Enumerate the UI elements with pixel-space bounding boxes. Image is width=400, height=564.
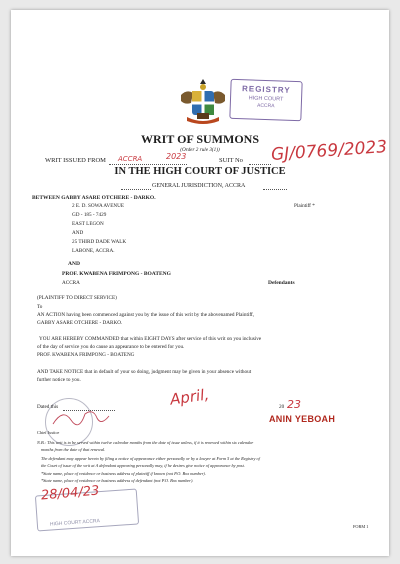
chief-justice-label: Chief Justice <box>37 430 60 435</box>
jurisdiction: GENERAL JURISDICTION, ACCRA <box>152 183 246 189</box>
order-reference: (Order 2 rule 3(1)) <box>180 147 220 153</box>
registrar-name-stamp: ANIN YEBOAH <box>269 414 336 424</box>
signature-icon <box>51 406 111 430</box>
between-label: BETWEEN <box>32 195 60 201</box>
plaintiff-label: Plaintiff * <box>294 203 315 209</box>
plaintiff-address-6: LABONE, ACCRA. <box>72 248 115 254</box>
note-line-4: the Court of issue of the writ at A defendant appearing personally may, if he desires give notice of appearance by post. <box>41 463 245 468</box>
plaintiff-name: GABBY ASARE OTCHERE - DARKO. <box>61 195 156 201</box>
action-line-1: AN ACTION having been commenced against you by the issue of this writ by the abovenamed Plaintiff, <box>37 312 255 318</box>
suit-number: GJ/0769/2023 <box>270 136 388 166</box>
bottom-handwritten-date: 28/04/23 <box>40 483 100 504</box>
defendant-name: PROF. KWABENA FRIMPONG - BOATENG <box>62 271 171 277</box>
form-label: FORM 1 <box>353 524 369 529</box>
writ-year: 2023 <box>166 152 187 161</box>
defendant-address: ACCRA <box>62 280 80 286</box>
coat-of-arms-icon <box>177 77 229 127</box>
to-label: To <box>37 304 43 310</box>
plaintiff-address-5: 25 THIRD DADE WALK <box>72 239 127 245</box>
note-line-5: *State name, place of residence or business address of plaintiff if known (not P.O. Box number). <box>41 471 206 476</box>
bottom-stamp-label: HIGH COURT ACCRA <box>49 518 101 528</box>
commanded-line-2: of the day of service you do cause an appearance to be entered for you. <box>37 344 185 350</box>
note-line-6: *State name, place of residence or business address of defendant (not P.O. Box number). <box>41 478 194 483</box>
suit-label: SUIT No <box>219 157 243 164</box>
plaintiff-address-2: GD - 185 - 7429 <box>72 212 107 218</box>
notice-line-2: further notice to you. <box>37 377 81 383</box>
commanded-line-1: YOU ARE HEREBY COMMANDED that within EIGHT DAYS after service of this writ on you inclusive <box>39 336 262 342</box>
note-line-2: months from the date of that renewal. <box>41 447 106 452</box>
action-line-2: GABBY ASARE OTCHERE - DARKO. <box>37 320 123 326</box>
note-line-1: N.B.: This writ is to be served within twelve calendar months from the date of issue unless, if it is renewed within six calendar <box>37 440 254 445</box>
document-page <box>11 10 389 556</box>
defendant-label: Defendants <box>268 280 295 286</box>
plaintiff-address-1: 2 E. D. SOWA AVENUE <box>72 203 125 209</box>
writ-issued-value: ACCRA <box>118 155 143 163</box>
commanded-line-3: PROF. KWABENA FRIMPONG - BOATENG <box>37 352 135 358</box>
dated-year: 23 <box>287 398 301 411</box>
dated-day: April, <box>168 385 211 409</box>
between-line <box>32 195 156 201</box>
stamp-line-3: ACCRA <box>256 102 275 110</box>
writ-issued-label: WRIT ISSUED FROM <box>45 157 106 164</box>
note-line-3: The defendant may appear hereto by filing a notice of appearance either personally or by a lawyer at Form 5 at the Registry of <box>41 456 260 461</box>
service-directive: (PLAINTIFF TO DIRECT SERVICE) <box>37 295 117 301</box>
dated-year-prefix: 20 <box>279 404 285 410</box>
stamp-line-2: HIGH COURT <box>248 95 284 103</box>
plaintiff-address-4: AND <box>72 230 84 236</box>
and-label: AND <box>68 261 80 267</box>
court-name: IN THE HIGH COURT OF JUSTICE <box>114 166 286 177</box>
dated-label: Dated this <box>37 404 59 410</box>
stamp-line-1: REGISTRY <box>241 84 291 95</box>
registry-stamp <box>229 79 302 121</box>
document-title: WRIT OF SUMMONS <box>140 132 259 146</box>
plaintiff-address-3: EAST LEGON <box>72 221 104 227</box>
notice-line-1: AND TAKE NOTICE that in default of your so doing, judgment may be given in your absence without <box>37 369 252 375</box>
